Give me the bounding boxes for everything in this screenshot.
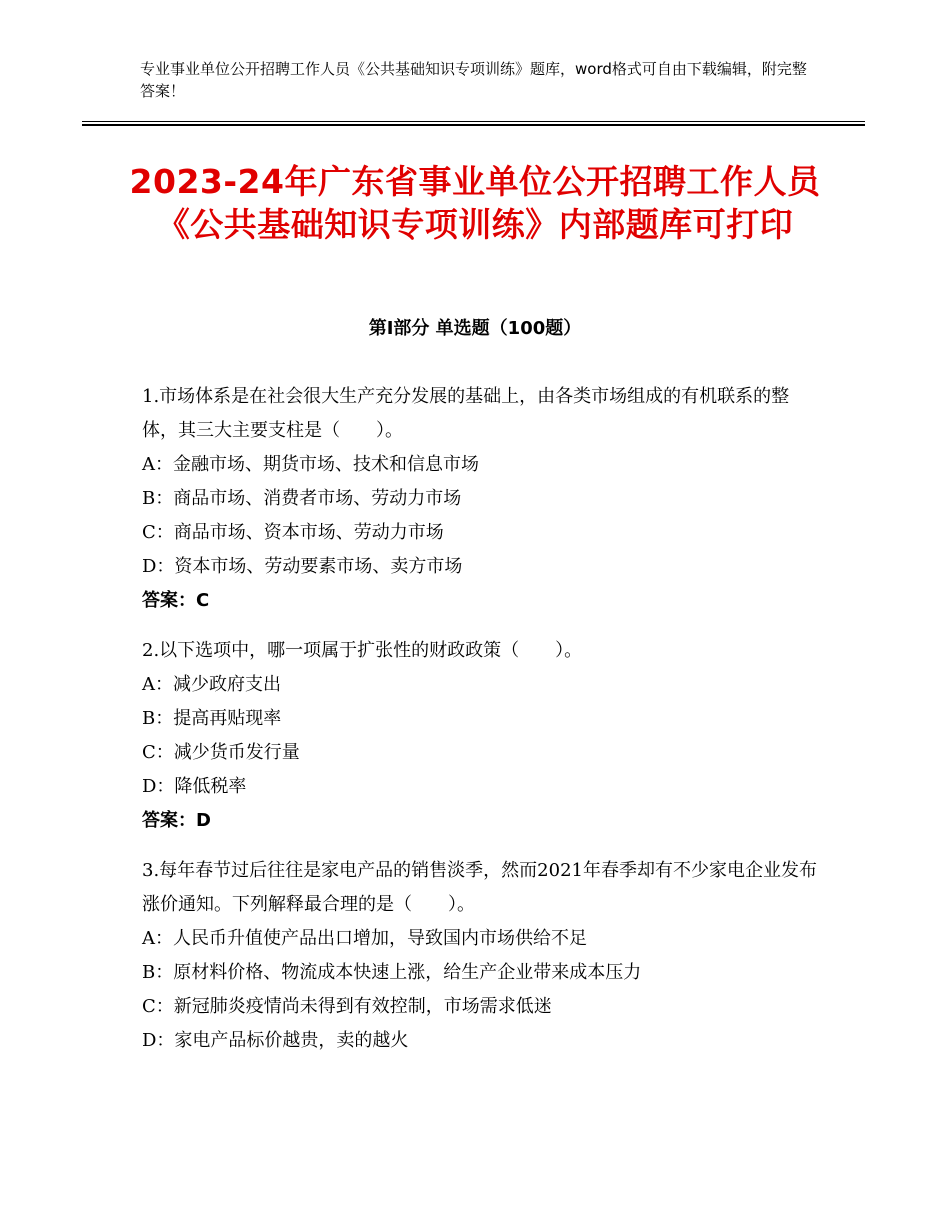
option-a: A：减少政府支出: [142, 674, 281, 695]
option-a: A：金融市场、期货市场、技术和信息市场: [142, 454, 479, 475]
question-3: [142, 854, 817, 1058]
option-d: D：资本市场、劳动要素市场、卖方市场: [142, 556, 463, 577]
question-list: [142, 380, 817, 1074]
header-rule-top: [82, 121, 865, 122]
header-note: 专业事业单位公开招聘工作人员《公共基础知识专项训练》题库，word格式可自由下载编辑，附完整答案！: [140, 60, 807, 100]
option-d: D：降低税率: [142, 776, 247, 797]
option-d: D：家电产品标价越贵，卖的越火: [142, 1030, 409, 1051]
option-b: B：商品市场、消费者市场、劳动力市场: [142, 488, 462, 509]
question-stem: 1.市场体系是在社会很大生产充分发展的基础上，由各类市场组成的有机联系的整体，其三大主要支柱是（ ）。: [142, 386, 790, 441]
answer-line: 答案：D: [142, 810, 211, 831]
option-c: C：新冠肺炎疫情尚未得到有效控制，市场需求低迷: [142, 996, 552, 1017]
question-stem: 3.每年春节过后往往是家电产品的销售淡季，然而2021年春季却有不少家电企业发布涨价通知。下列解释最合理的是（ ）。: [142, 860, 817, 915]
option-c: C：商品市场、资本市场、劳动力市场: [142, 522, 444, 543]
section-title: 第Ⅰ部分 单选题（100题）: [368, 318, 582, 339]
option-b: B：提高再贴现率: [142, 708, 282, 729]
question-stem: 2.以下选项中，哪一项属于扩张性的财政政策（ ）。: [142, 640, 583, 661]
document-title: 2023-24年广东省事业单位公开招聘工作人员《公共基础知识专项训练》内部题库可打印: [129, 162, 821, 244]
answer-line: 答案：C: [142, 590, 210, 611]
question-1: [142, 380, 817, 618]
option-c: C：减少货币发行量: [142, 742, 300, 763]
option-a: A：人民币升值使产品出口增加，导致国内市场供给不足: [142, 928, 587, 949]
question-2: [142, 634, 817, 838]
option-b: B：原材料价格、物流成本快速上涨，给生产企业带来成本压力: [142, 962, 642, 983]
header-rule-bottom: [82, 124, 865, 126]
